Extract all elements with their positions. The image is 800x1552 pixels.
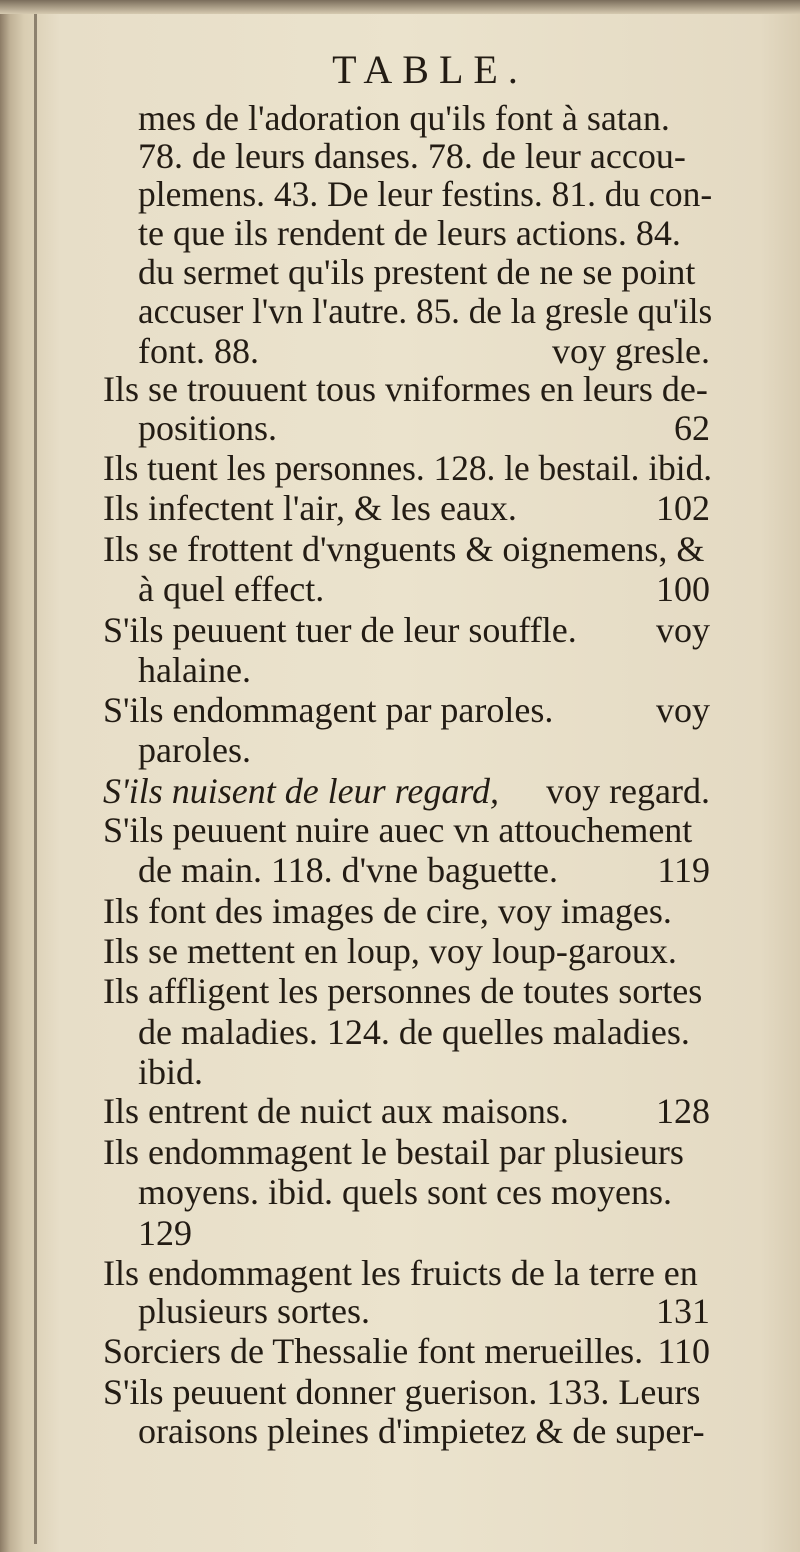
entry-text: halaine. bbox=[138, 650, 251, 690]
index-entry bbox=[0, 891, 800, 931]
index-entry bbox=[0, 1331, 800, 1371]
entry-text: accuser l'vn l'autre. 85. de la gresle qu'ils bbox=[138, 291, 713, 331]
index-entry bbox=[0, 291, 800, 331]
entry-text: 129 bbox=[138, 1213, 192, 1253]
index-entry bbox=[0, 569, 800, 609]
entry-text: Ils font des images de cire, voy images. bbox=[103, 891, 672, 931]
index-entry bbox=[0, 369, 800, 409]
entry-text: mes de l'adoration qu'ils font à satan. bbox=[138, 98, 670, 138]
index-entry bbox=[0, 1132, 800, 1172]
index-entry bbox=[0, 1372, 800, 1412]
index-entry bbox=[0, 408, 800, 448]
entry-reference: 128 bbox=[656, 1091, 710, 1131]
entry-text: à quel effect. bbox=[138, 569, 325, 609]
index-entry bbox=[0, 690, 800, 730]
entry-text: oraisons pleines d'impietez & de super- bbox=[138, 1411, 705, 1451]
entry-text: Ils se frottent d'vnguents & oignemens, & bbox=[103, 529, 705, 569]
entry-reference: 131 bbox=[656, 1291, 710, 1331]
index-entry bbox=[0, 730, 800, 770]
index-entry bbox=[0, 213, 800, 253]
entry-text: S'ils nuisent de leur regard, bbox=[103, 771, 499, 811]
index-entry bbox=[0, 98, 800, 138]
entry-text: de maladies. 124. de quelles maladies. bbox=[138, 1012, 690, 1052]
index-entry bbox=[0, 1253, 800, 1293]
entry-text: plusieurs sortes. bbox=[138, 1291, 370, 1331]
index-entry bbox=[0, 1052, 800, 1092]
entry-text: du sermet qu'ils prestent de ne se point bbox=[138, 252, 696, 292]
entry-text: Ils endommagent le bestail par plusieurs bbox=[103, 1132, 684, 1172]
index-entry bbox=[0, 488, 800, 528]
entry-reference: voy bbox=[656, 610, 710, 650]
index-entry bbox=[0, 1411, 800, 1451]
index-entry bbox=[0, 1213, 800, 1253]
index-entry bbox=[0, 1012, 800, 1052]
entry-text: ibid. bbox=[138, 1052, 204, 1092]
entry-reference: 119 bbox=[657, 850, 710, 890]
entry-text: de main. 118. d'vne baguette. bbox=[138, 850, 559, 890]
entry-text: Ils se trouuent tous vniformes en leurs de- bbox=[103, 369, 708, 409]
page-top-edge bbox=[0, 0, 800, 14]
index-entry bbox=[0, 1091, 800, 1131]
entry-reference: voy gresle. bbox=[552, 331, 710, 371]
entry-text: Ils entrent de nuict aux maisons. bbox=[103, 1091, 569, 1131]
running-header: TABLE. bbox=[332, 47, 528, 92]
entry-text: Ils se mettent en loup, voy loup-garoux. bbox=[103, 931, 677, 971]
entry-text: plemens. 43. De leur festins. 81. du con- bbox=[138, 174, 713, 214]
entry-text: Ils affligent les personnes de toutes sortes bbox=[103, 971, 703, 1011]
entry-reference: 100 bbox=[656, 569, 710, 609]
index-entry bbox=[0, 650, 800, 690]
index-entry bbox=[0, 610, 800, 650]
entry-text: S'ils endommagent par paroles. bbox=[103, 690, 554, 730]
index-entry bbox=[0, 448, 800, 488]
index-entry bbox=[0, 1172, 800, 1212]
index-entry bbox=[0, 174, 800, 214]
entry-reference: 62 bbox=[674, 408, 710, 448]
index-entry bbox=[0, 1291, 800, 1331]
index-entry bbox=[0, 136, 800, 176]
entry-text: paroles. bbox=[138, 730, 251, 770]
index-entry bbox=[0, 529, 800, 569]
entry-text: font. 88. bbox=[138, 331, 259, 371]
entry-reference: voy bbox=[656, 690, 710, 730]
entry-text: moyens. ibid. quels sont ces moyens. bbox=[138, 1172, 672, 1212]
index-entry bbox=[0, 771, 800, 811]
entry-reference: 102 bbox=[656, 488, 710, 528]
index-entry bbox=[0, 810, 800, 850]
entry-reference: voy regard. bbox=[546, 771, 710, 811]
index-entry bbox=[0, 971, 800, 1011]
index-entry bbox=[0, 252, 800, 292]
entry-text: Ils tuent les personnes. 128. le bestail. ibid. bbox=[103, 448, 713, 488]
entry-text: positions. bbox=[138, 408, 278, 448]
index-entry bbox=[0, 331, 800, 371]
entry-reference: 110 bbox=[657, 1331, 710, 1371]
entry-text: Ils endommagent les fruicts de la terre en bbox=[103, 1253, 698, 1293]
entry-text: S'ils peuuent donner guerison. 133. Leurs bbox=[103, 1372, 701, 1412]
entry-text: Sorciers de Thessalie font merueilles. bbox=[103, 1331, 644, 1371]
entry-text: 78. de leurs danses. 78. de leur accou- bbox=[138, 136, 686, 176]
index-entry bbox=[0, 850, 800, 890]
entry-text: S'ils peuuent nuire auec vn attouchement bbox=[103, 810, 693, 850]
index-entry bbox=[0, 931, 800, 971]
entry-text: S'ils peuuent tuer de leur souffle. bbox=[103, 610, 577, 650]
entry-text: Ils infectent l'air, & les eaux. bbox=[103, 488, 517, 528]
entry-text: te que ils rendent de leurs actions. 84. bbox=[138, 213, 681, 253]
